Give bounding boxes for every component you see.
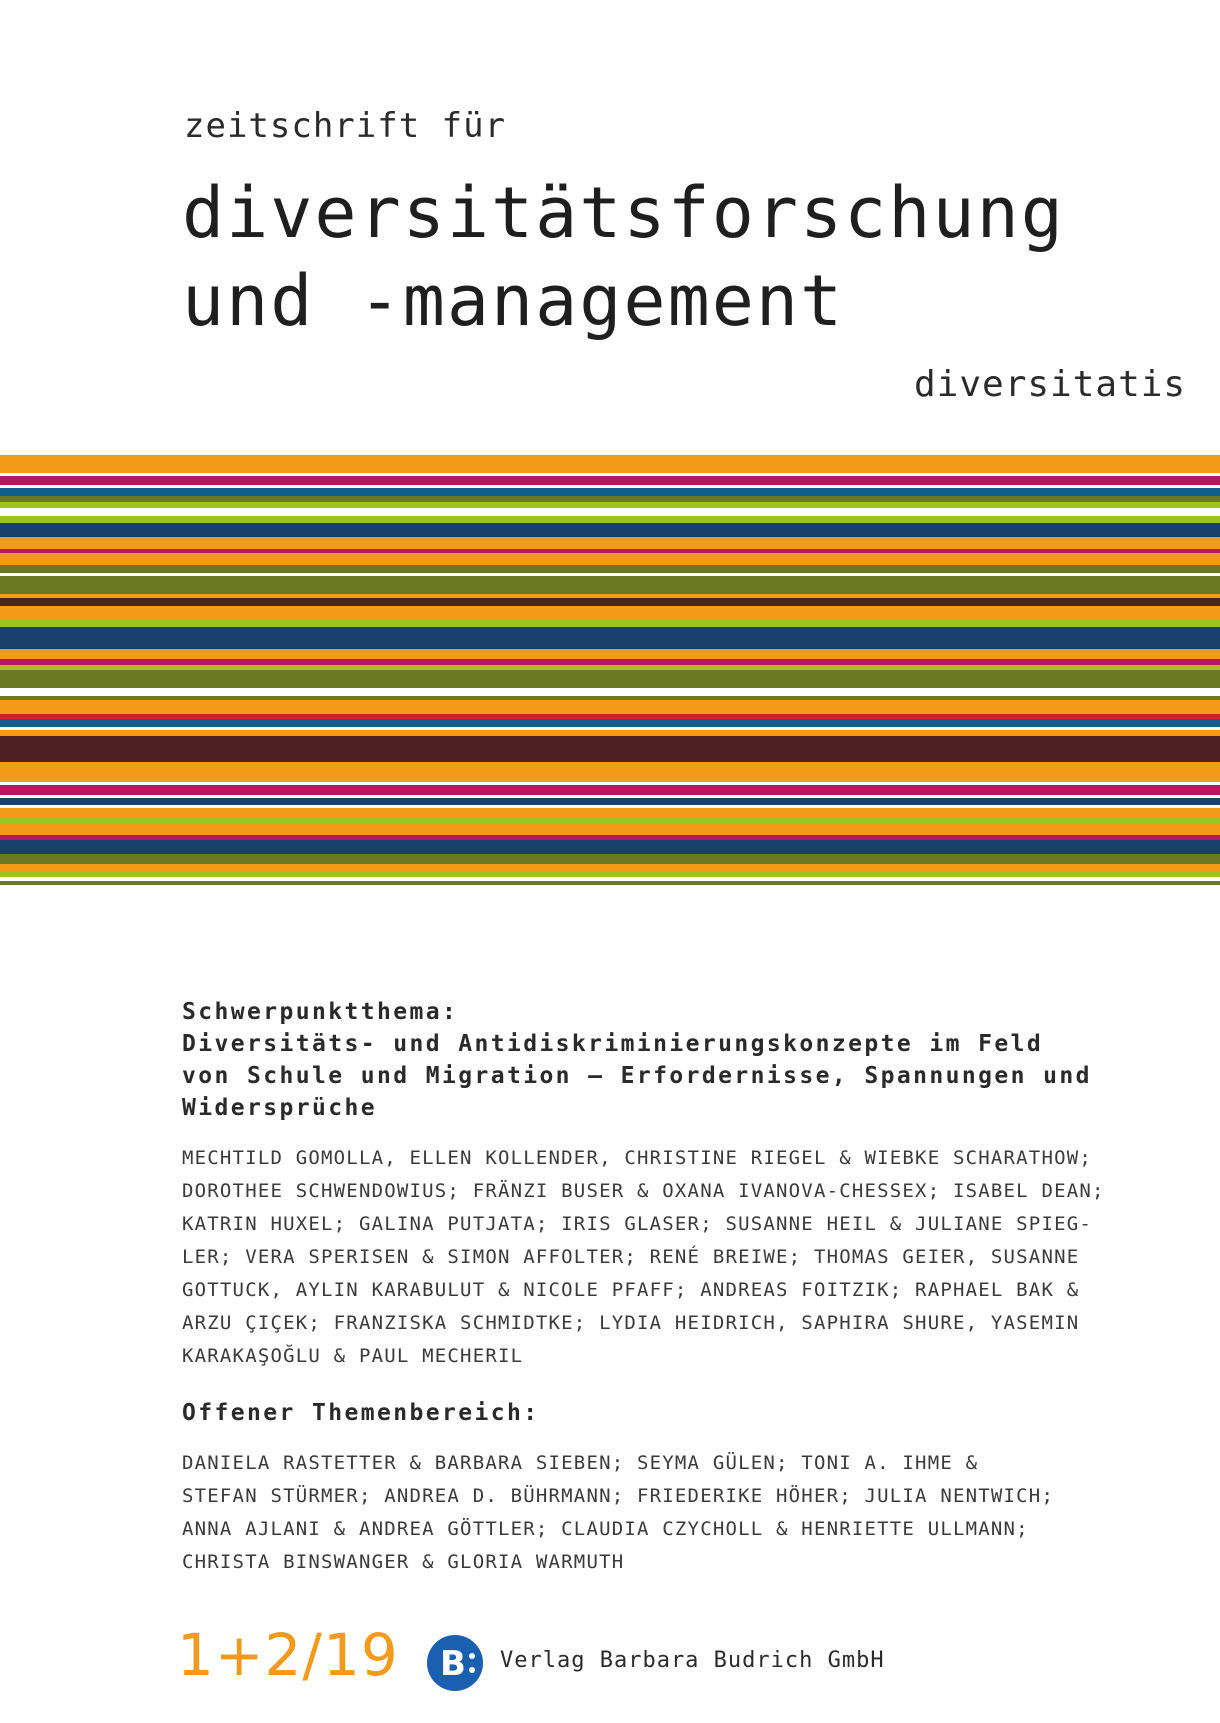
stripe-orange — [0, 700, 1220, 714]
focus-theme-line: Diversitäts- und Antidiskriminierungskonzepte im Feld — [182, 1031, 1044, 1057]
stripe-navy — [0, 627, 1220, 649]
focus-label: Schwerpunktthema: — [182, 999, 459, 1025]
stripe-navy — [0, 798, 1220, 805]
stripe-brown — [0, 598, 1220, 606]
author-line: ANNA AJLANI & ANDREA GÖTTLER; CLAUDIA CZYCHOLL & HENRIETTE ULLMANN; — [182, 1518, 1029, 1540]
stripe-orange — [0, 762, 1220, 782]
open-section-label: Offener Themenbereich: — [182, 1400, 540, 1426]
logo-letters: B — [440, 1644, 466, 1684]
stripe-white — [0, 508, 1220, 516]
author-line: KATRIN HUXEL; GALINA PUTJATA; IRIS GLASER; SUSANNE HEIL & JULIANE SPIEG- — [182, 1213, 1093, 1235]
author-line: DOROTHEE SCHWENDOWIUS; FRÄNZI BUSER & OXANA IVANOVA-CHESSEX; ISABEL DEAN; — [182, 1180, 1105, 1202]
contents-block — [182, 996, 1142, 1579]
stripe-magenta — [0, 785, 1220, 795]
stripe-brown — [0, 736, 1220, 762]
author-line: GOTTUCK, AYLIN KARABULUT & NICOLE PFAFF; ANDREAS FOITZIK; RAPHAEL BAK & — [182, 1279, 1080, 1301]
author-line: DANIELA RASTETTER & BARBARA SIEBEN; SEYMA GÜLEN; TONI A. IHME & — [182, 1452, 979, 1474]
budrich-logo-icon — [426, 1634, 484, 1692]
author-line: ARZU ÇIÇEK; FRANZISKA SCHMIDTKE; LYDIA HEIDRICH, SAPHIRA SHURE, YASEMIN — [182, 1312, 1080, 1334]
publisher-name: Verlag Barbara Budrich GmbH — [500, 1648, 885, 1673]
stripe-orange — [0, 606, 1220, 620]
author-line: CHRISTA BINSWANGER & GLORIA WARMUTH — [182, 1551, 625, 1573]
focus-authors — [182, 1142, 1142, 1373]
journal-kicker: zeitschrift für — [184, 106, 507, 146]
stripe-teal — [0, 488, 1220, 496]
stripe-olive — [0, 565, 1220, 573]
stripe-olive — [0, 670, 1220, 688]
author-line: KARAKAŞOĞLU & PAUL MECHERIL — [182, 1345, 524, 1367]
stripe-orange — [0, 537, 1220, 549]
decorative-stripe-band — [0, 455, 1220, 941]
stripe-orange — [0, 823, 1220, 835]
stripe-orange — [0, 808, 1220, 818]
stripe-orange — [0, 455, 1220, 473]
journal-title-line-2: und -management — [182, 260, 845, 342]
stripe-teal — [0, 719, 1220, 727]
author-line: MECHTILD GOMOLLA, ELLEN KOLLENDER, CHRISTINE RIEGEL & WIEBKE SCHARATHOW; — [182, 1147, 1093, 1169]
journal-title-line-1: diversitätsforschung — [182, 172, 1065, 254]
stripe-orange — [0, 553, 1220, 565]
stripe-orange — [0, 649, 1220, 659]
stripe-orange — [0, 864, 1220, 872]
focus-theme-line: Widersprüche — [182, 1095, 377, 1121]
stripe-olive — [0, 881, 1220, 885]
open-authors — [182, 1447, 1142, 1579]
author-line: STEFAN STÜRMER; ANDREA D. BÜHRMANN; FRIEDERIKE HÖHER; JULIA NENTWICH; — [182, 1485, 1055, 1507]
journal-latin-name: diversitatis — [914, 364, 1187, 405]
stripe-olive — [0, 854, 1220, 864]
focus-theme-line: von Schule und Migration – Erfordernisse, Spannungen und — [182, 1063, 1092, 1089]
stripe-lime — [0, 620, 1220, 627]
issue-number: 1+2/19 — [177, 1621, 399, 1689]
stripe-lime — [0, 516, 1220, 523]
stripe-white — [0, 688, 1220, 696]
author-line: LER; VERA SPERISEN & SIMON AFFOLTER; RENÉ BREIWE; THOMAS GEIER, SUSANNE — [182, 1246, 1080, 1268]
focus-theme — [182, 1028, 1142, 1124]
stripe-navy — [0, 840, 1220, 854]
stripe-navy — [0, 523, 1220, 537]
stripe-olive — [0, 576, 1220, 594]
stripe-magenta — [0, 476, 1220, 485]
